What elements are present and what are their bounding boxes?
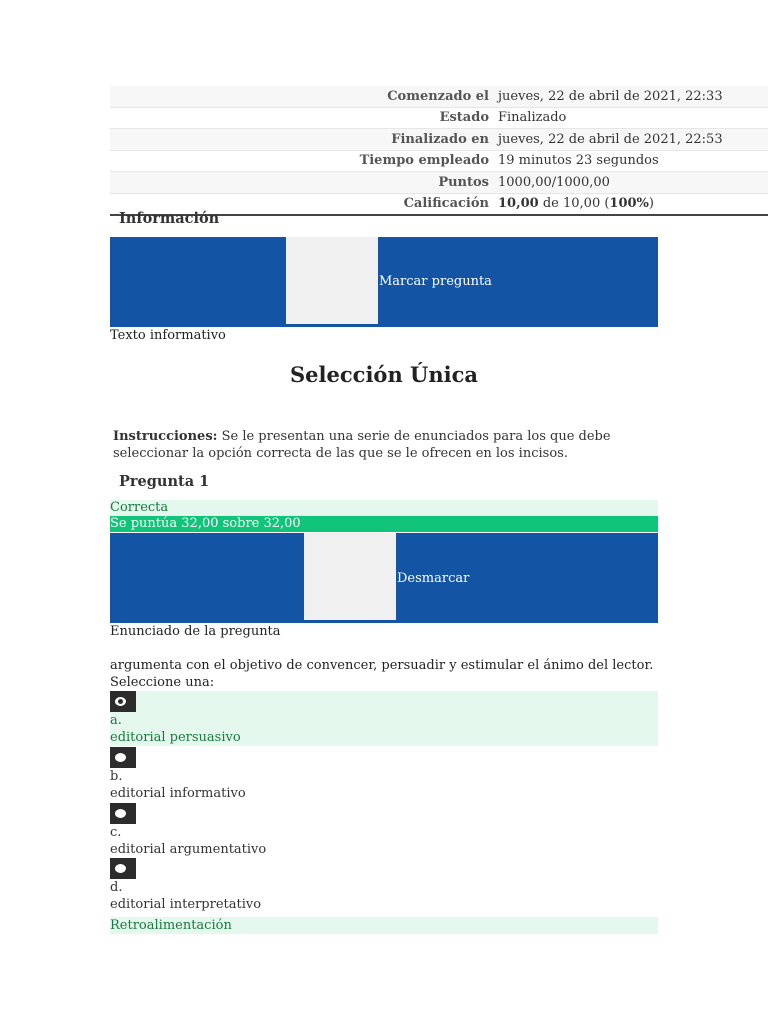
info-text: Texto informativo [110,328,226,343]
radio-button[interactable] [110,747,136,768]
answer-option-d[interactable] [110,858,658,913]
summary-row-points [110,172,768,194]
instructions-text: Se le presentan una serie de enunciados para los que debe seleccionar la opción correcta de las que se le ofrecen en los incisos. [113,429,611,461]
summary-value: jueves, 22 de abril de 2021, 22:33 [498,88,723,104]
summary-label: Estado [439,110,489,126]
select-one-prompt: Seleccione una: [110,675,215,690]
radio-button[interactable] [110,858,136,879]
summary-row-time-taken [110,151,768,173]
question-stem-label: Enunciado de la pregunta [110,624,281,639]
radio-unchecked-icon [115,809,126,818]
summary-label: Puntos [438,174,489,190]
instructions-label: Instrucciones: [113,429,218,444]
option-text: editorial interpretativo [110,897,262,912]
summary-row-finished [110,129,768,151]
summary-label: Comenzado el [387,88,489,104]
summary-value: 19 minutos 23 segundos [498,153,659,169]
grade-of: de 10,00 ( [538,196,610,212]
answer-option-c[interactable] [110,803,658,858]
summary-label: Calificación [403,196,489,212]
summary-label: Finalizado en [391,131,489,147]
summary-row-state [110,108,768,130]
unmark-question-link[interactable]: Desmarcar [397,571,470,586]
mark-question-link[interactable]: Marcar pregunta [379,274,492,289]
question-grade: Se puntúa 32,00 sobre 32,00 [110,516,658,532]
summary-value: 1000,00/1000,00 [498,174,610,190]
grade-percent: 100% [609,196,649,212]
summary-label: Tiempo empleado [359,153,489,169]
option-letter: a. [110,713,122,728]
summary-value [498,196,768,211]
flag-icon[interactable] [304,533,396,620]
instructions [113,428,663,462]
attempt-summary-table [110,86,768,216]
answer-option-a[interactable] [110,691,658,746]
summary-value: Finalizado [498,110,567,126]
question-heading: Pregunta 1 [119,473,210,490]
radio-unchecked-icon [115,864,126,873]
question-state: Correcta [110,500,658,516]
option-letter: c. [110,825,122,840]
feedback-heading: Retroalimentación [110,917,658,934]
summary-row-started [110,86,768,108]
option-text: editorial persuasivo [110,730,241,745]
section-title: Selección Única [290,362,478,387]
option-text: editorial argumentativo [110,842,267,857]
option-text: editorial informativo [110,786,246,801]
option-letter: b. [110,769,123,784]
grade-close: ) [648,196,654,212]
radio-button[interactable] [110,803,136,824]
summary-value: jueves, 22 de abril de 2021, 22:53 [498,131,723,147]
radio-unchecked-icon [115,753,126,762]
flag-icon[interactable] [286,237,378,324]
grade-score: 10,00 [498,196,539,212]
option-letter: d. [110,880,123,895]
radio-checked-icon [115,697,126,706]
radio-button[interactable] [110,691,136,712]
info-heading: Información [119,210,220,227]
question-stem-text: argumenta con el objetivo de convencer, persuadir y estimular el ánimo del lector. [110,658,654,673]
answer-option-b[interactable] [110,747,658,802]
